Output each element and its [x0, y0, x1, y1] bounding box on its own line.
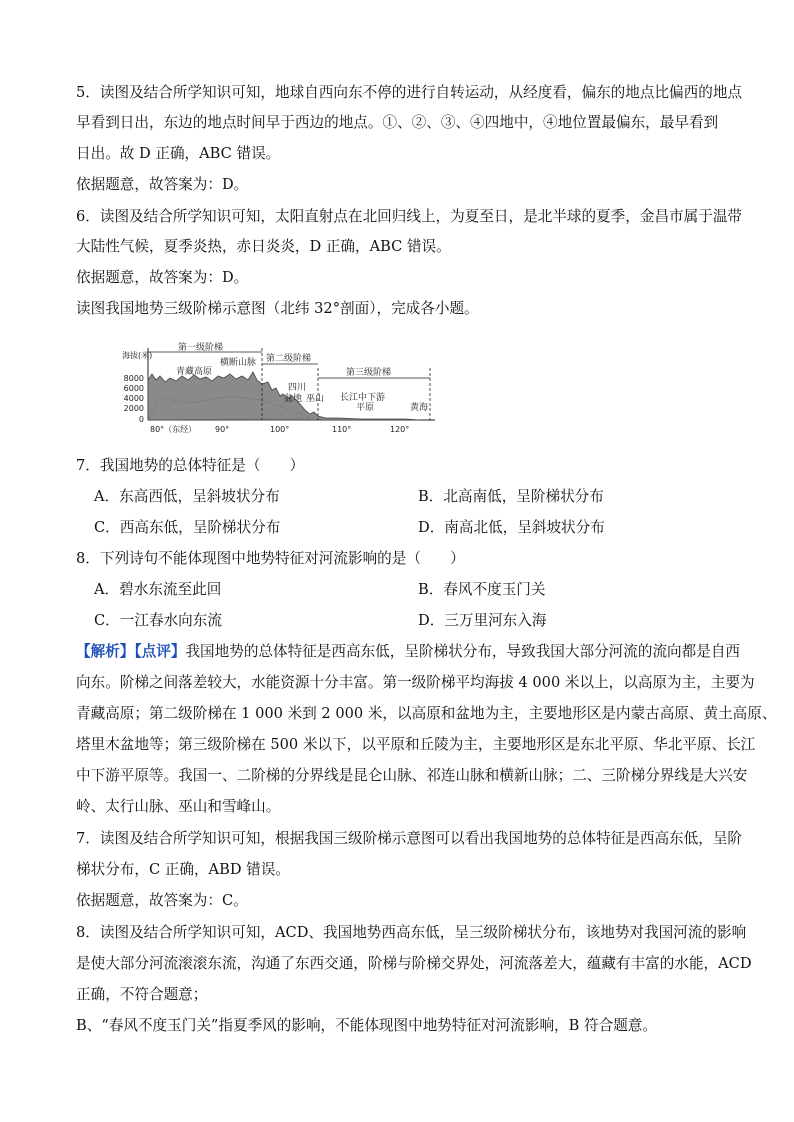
yellow-sea-label: 黄海	[410, 403, 429, 413]
q7-option-b: B．北高南低，呈阶梯状分布	[418, 488, 604, 505]
a7-line2: 梯状分布，C 正确，ABD 错误。	[76, 861, 290, 878]
q5-answer: 依据题意，故答案为：D。	[76, 176, 249, 193]
q8-option-b: B．春风不度玉门关	[418, 581, 546, 598]
a7-line1: 7．读图及结合所学知识可知，根据我国三级阶梯示意图可以看出我国地势的总体特征是西高东低，呈阶	[76, 830, 743, 847]
a8-line1: 8．读图及结合所学知识可知，ACD、我国地势西高东低，呈三级阶梯状分布，该地势对我国河流的影响	[76, 924, 747, 941]
q6-line2: 大陆性气候，夏季炎热，赤日炎炎，D 正确，ABC 错误。	[76, 238, 451, 255]
analysis-line1	[76, 637, 756, 668]
sichuan-label-2: 盆地	[284, 394, 303, 404]
analysis-tag: 【解析】【点评】	[76, 643, 186, 660]
a8-line4: B、“春风不度玉门关”指夏季风的影响，不能体现图中地势特征对河流影响，B 符合题意。	[76, 1017, 657, 1034]
terrain-profile-figure	[120, 338, 490, 438]
analysis-line5: 中下游平原等。我国一、二阶梯的分界线是昆仑山脉、祁连山脉和横新山脉；二、三阶梯分界线是大兴安	[76, 767, 748, 784]
a8-line3: 正确，不符合题意；	[76, 986, 208, 1003]
q7-stem: 7．我国地势的总体特征是（ ）	[76, 457, 305, 474]
analysis-line6: 岭、太行山脉、巫山和雪峰山。	[76, 798, 281, 815]
y-tick-0: 0	[138, 415, 144, 424]
q8-stem: 8．下列诗句不能体现图中地势特征对河流影响的是（ ）	[76, 550, 465, 567]
q7-option-c: C．西高东低，呈阶梯状分布	[94, 519, 281, 536]
y-tick-8000: 8000	[123, 374, 144, 383]
q7-option-d: D．南高北低，呈斜坡状分布	[418, 519, 605, 536]
q7-option-a: A．东高西低，呈斜坡状分布	[94, 488, 280, 505]
analysis-line4: 塔里木盆地等；第三级阶梯在 500 米以下，以平原和丘陵为主，主要地形区是东北平原、华北平原、长江	[76, 736, 756, 753]
q5-line2: 早看到日出，东边的地点时间早于西边的地点。①、②、③、④四地中，④地位置最偏东，最早看到	[76, 114, 719, 131]
y-tick-6000: 6000	[123, 384, 144, 393]
q6-line1: 6．读图及结合所学知识可知，太阳直射点在北回归线上，为夏至日，是北半球的夏季，金昌市属于温带	[76, 208, 743, 225]
sichuan-label-1: 四川	[288, 383, 307, 393]
wushan-label: 巫山	[306, 394, 325, 404]
q5-line3: 日出。故 D 正确，ABC 错误。	[76, 145, 281, 162]
figure-intro: 读图我国地势三级阶梯示意图（北纬 32°剖面），完成各小题。	[76, 300, 479, 317]
x-tick-90: 90°	[215, 425, 230, 434]
step1-label: 第一级阶梯	[178, 343, 224, 353]
q8-option-d: D．三万里河东入海	[418, 612, 547, 629]
x-tick-120: 120°	[390, 425, 410, 434]
a7-answer: 依据题意，故答案为：C。	[76, 892, 248, 909]
analysis-line3: 青藏高原；第二级阶梯在 1 000 米到 2 000 米，以高原和盆地为主，主要地形区是内蒙古高原、黄土高原、	[76, 705, 777, 722]
yangtze-label-1: 长江中下游	[340, 393, 386, 403]
x-tick-80: 80°（东经）	[150, 425, 197, 434]
a8-line2: 是使大部分河流滚滚东流，沟通了东西交通，阶梯与阶梯交界处，河流落差大，蕴藏有丰富的水能，ACD	[76, 955, 752, 972]
step2-label: 第二级阶梯	[266, 354, 312, 364]
q8-option-a: A．碧水东流至此回	[94, 581, 222, 598]
qinghai-tibet-label: 青藏高原	[176, 367, 213, 377]
y-tick-4000: 4000	[123, 394, 144, 403]
terrain-profile-svg	[120, 338, 490, 438]
analysis-line1-text: 我国地势的总体特征是西高东低，呈阶梯状分布，导致我国大部分河流的流向都是自西	[185, 643, 741, 660]
q5-line1: 5．读图及结合所学知识可知，地球自西向东不停的进行自转运动，从经度看，偏东的地点比偏西的地点	[76, 84, 743, 101]
y-axis-label: 海拔(米)	[122, 351, 153, 360]
hengduan-label: 横断山脉	[220, 358, 257, 368]
y-tick-2000: 2000	[123, 404, 144, 413]
x-tick-110: 110°	[332, 425, 352, 434]
analysis-line2: 向东。阶梯之间落差较大，水能资源十分丰富。第一级阶梯平均海拔 4 000 米以上，以高原为主，主要为	[76, 674, 755, 691]
q8-option-c: C．一江春水向东流	[94, 612, 222, 629]
step3-label: 第三级阶梯	[346, 368, 392, 378]
yangtze-label-2: 平原	[356, 403, 375, 413]
q6-answer: 依据题意，故答案为：D。	[76, 269, 249, 286]
x-tick-100: 100°	[270, 425, 290, 434]
